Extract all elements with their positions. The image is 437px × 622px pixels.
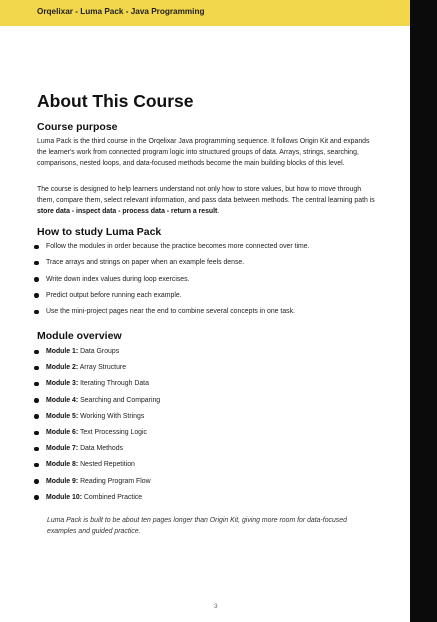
module-item xyxy=(34,364,394,372)
section-heading-how-to-study: How to study Luma Pack xyxy=(37,226,162,238)
module-item xyxy=(34,348,394,356)
list-item: Write down index values during loop exercises. xyxy=(34,276,394,284)
purpose-paragraph-1: Luma Pack is the third course in the Orqelixar Java programming sequence. It follows Origin Kit and expands the learner's work from connected program logic into structured groups of data. Arrays, strings, searching, comparisons, nested loops, and data-focused methods become the main building blocks of this level. xyxy=(37,138,370,167)
section-heading-module-overview: Module overview xyxy=(37,330,122,342)
module-item xyxy=(34,429,394,437)
module-item xyxy=(34,461,394,469)
purpose-paragraph-2-text: The course is designed to help learners understand not only how to store values, but how to move through them, compare them, select relevant information, and pass data between methods. The central learning path is xyxy=(37,186,375,204)
module-label: Module 4: xyxy=(46,396,79,404)
page-title: About This Course xyxy=(37,91,194,111)
module-list xyxy=(34,348,394,510)
list-item: Use the mini-project pages near the end to combine several concepts in one task. xyxy=(34,308,394,316)
study-list xyxy=(34,243,394,324)
list-item: Follow the modules in order because the practice becomes more connected over time. xyxy=(34,243,394,251)
page-number: 3 xyxy=(214,603,218,610)
course-note: Luma Pack is built to be about ten pages longer than Origin Kit, giving more room for data-focused examples and guided practice. xyxy=(47,517,347,535)
purpose-paragraph-2-end: . xyxy=(217,207,220,215)
module-item xyxy=(34,413,394,421)
module-title: Searching and Comparing xyxy=(80,396,161,404)
module-title: Text Processing Logic xyxy=(79,428,147,436)
module-title: Data Groups xyxy=(80,348,120,355)
module-item xyxy=(34,397,394,405)
header-title: Orqelixar - Luma Pack - Java Programming xyxy=(37,7,205,16)
module-title: Reading Program Flow xyxy=(80,477,151,485)
purpose-paragraph-2 xyxy=(37,185,377,217)
module-label: Module 1: xyxy=(46,348,79,355)
module-title: Nested Repetition xyxy=(80,461,135,469)
module-label: Module 7: xyxy=(46,445,79,453)
list-item: Trace arrays and strings on paper when an example feels dense. xyxy=(34,259,394,267)
module-title: Combined Practice xyxy=(83,493,143,501)
module-item xyxy=(34,478,394,486)
module-item xyxy=(34,380,394,388)
module-label: Module 8: xyxy=(46,461,79,469)
module-label: Module 9: xyxy=(46,477,79,485)
module-label: Module 5: xyxy=(46,412,79,420)
module-title: Iterating Through Data xyxy=(80,380,149,388)
section-heading-course-purpose: Course purpose xyxy=(37,121,118,133)
module-label: Module 6: xyxy=(46,428,79,436)
module-title: Working With Strings xyxy=(80,412,145,420)
module-title: Data Methods xyxy=(80,445,123,453)
module-label: Module 10: xyxy=(46,493,82,501)
module-label: Module 2: xyxy=(46,364,79,372)
module-item xyxy=(34,445,394,453)
list-item: Predict output before running each example. xyxy=(34,292,394,300)
module-title: Array Structure xyxy=(79,364,127,372)
module-item xyxy=(34,494,394,502)
module-label: Module 3: xyxy=(46,380,79,388)
page-edge-shadow xyxy=(410,0,437,622)
learning-path-emphasis: store data - inspect data - process data - return a result xyxy=(37,207,218,215)
header-bar xyxy=(0,0,410,26)
